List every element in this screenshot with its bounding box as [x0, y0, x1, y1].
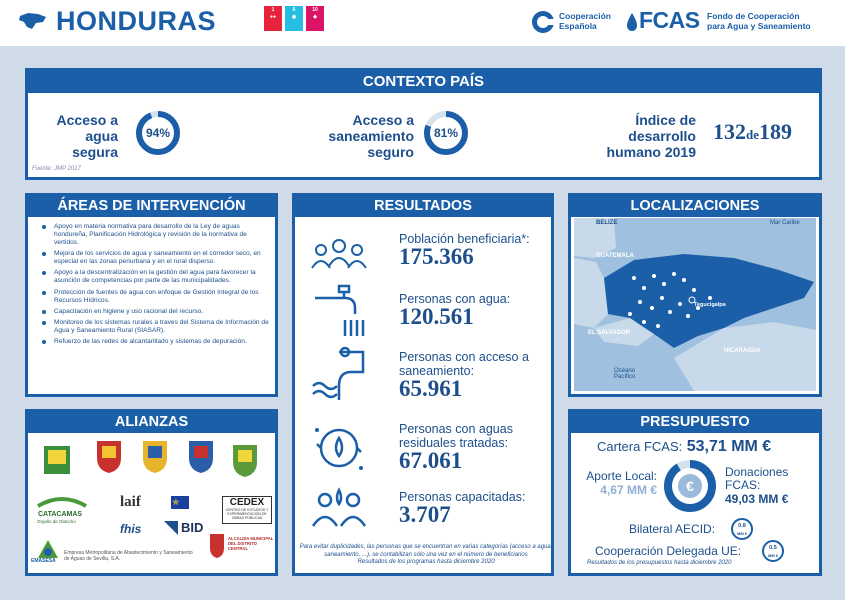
source-note: Fuente: JMP 2017	[32, 166, 81, 172]
cooperacion-espanola-logo	[531, 10, 555, 34]
saneamiento-label: Acceso a saneamiento seguro	[328, 112, 414, 160]
laif-logo: laif	[120, 494, 141, 510]
list-item: Mejora de los servicios de agua y saneamiento en el corredor seco, en especial en las zonas periurbana y en el rural disperso.	[42, 250, 270, 266]
bid-logo: BID	[181, 520, 204, 535]
saneamiento-percent: 81%	[433, 126, 459, 140]
result-label: Personas con agua:	[399, 292, 511, 306]
emasesa-description: Empresa Metropolitana de Abastecimiento y Saneamiento de Aguas de Sevilla, S.A.	[64, 550, 193, 562]
fcas-logo-word: FCAS	[639, 7, 700, 33]
resultados-title: RESULTADOS	[295, 196, 551, 217]
result-value: 175.366	[399, 244, 474, 269]
municipal-shield-logo	[140, 438, 170, 474]
country-title: HONDURAS	[56, 6, 217, 36]
localizaciones-title: LOCALIZACIONES	[571, 196, 819, 217]
cartera-row	[597, 438, 771, 456]
municipal-shield-logo	[230, 442, 260, 478]
eu-stars-icon: ✯	[172, 497, 180, 507]
honduras-location-map	[574, 218, 816, 391]
sewage-pipe-icon	[309, 346, 369, 404]
result-label: Población beneficiaria*:	[399, 232, 530, 246]
municipal-shield-logo	[94, 438, 124, 474]
aporte-value: 4,67 MM €	[600, 483, 657, 497]
result-value: 67.061	[399, 448, 463, 473]
saneamiento-percent-ring	[422, 109, 470, 157]
map-label-belize: BELIZE	[596, 220, 618, 226]
result-label: Personas capacitadas:	[399, 490, 526, 504]
idh-label: Índice de desarrollo humano 2019	[606, 112, 696, 160]
contexto-pais-panel	[25, 68, 822, 180]
budget-donut	[662, 458, 718, 514]
result-value: 120.561	[399, 304, 474, 329]
result-value: 3.707	[399, 502, 451, 527]
emasesa-logo-icon	[36, 538, 60, 560]
delegada-label: Cooperación Delegada UE:	[595, 544, 742, 558]
presupuesto-panel	[568, 409, 822, 576]
sdg-1-icon: 1 ●●	[264, 6, 282, 31]
alianzas-panel	[25, 409, 278, 576]
water-tap-icon	[309, 280, 369, 338]
bilateral-value-ring: 0.8 MM €	[731, 518, 753, 540]
list-item: Refuerzo de las redes de alcantarillado y sistemas de depuración.	[42, 338, 270, 346]
areas-intervencion-panel	[25, 193, 278, 397]
result-label: Personas con acceso a saneamiento:	[399, 350, 529, 378]
localizaciones-panel	[568, 193, 822, 397]
fcas-drop-icon	[626, 12, 638, 32]
map-label-nicaragua: NICARAGUA	[724, 348, 761, 354]
agua-percent: 94%	[145, 126, 171, 140]
list-item: Capacitación en higiene y uso racional del recurso.	[42, 308, 270, 316]
training-people-icon	[309, 486, 369, 536]
result-label: Personas con aguas residuales tratadas:	[399, 422, 513, 450]
map-label-guatemala: GUATEMALA	[596, 253, 634, 259]
resultados-panel	[292, 193, 554, 576]
cartera-value: 53,71 MM €	[686, 438, 772, 455]
fcas-description: Fondo de Cooperación para Agua y Saneamiento	[707, 11, 811, 31]
alcaldia-shield-logo	[208, 532, 226, 560]
agua-label: Acceso a agua segura	[56, 112, 118, 160]
resultados-note: Para evitar duplicidades, las personas que se encuentran en varias categorías (acceso a agua, saneamiento, ...), se contabilizan sólo una vez en el número de beneficiarios Resultados de los programas hasta diciembre 2020	[299, 544, 553, 565]
bilateral-label: Bilateral AECID:	[629, 522, 716, 536]
alianzas-title: ALIANZAS	[28, 412, 275, 433]
emasesa-name: EMASESA	[31, 558, 56, 564]
catacamas-tagline: Orgullo de Olancho	[37, 519, 76, 524]
aporte-label: Aporte Local:	[586, 469, 657, 483]
honduras-map-icon	[18, 10, 48, 32]
sdg-6-icon: 6 ◉	[285, 6, 303, 31]
contexto-title: CONTEXTO PAÍS	[28, 71, 819, 93]
result-value: 65.961	[399, 376, 463, 401]
presupuesto-title: PRESUPUESTO	[571, 412, 819, 433]
alcaldia-name: ALCALDÍA MUNICIPAL DEL DISTRITO CENTRAL	[228, 536, 274, 551]
cartera-label: Cartera FCAS:	[597, 439, 683, 454]
sdg-10-icon: 10 ◆	[306, 6, 324, 31]
euro-icon: €	[686, 478, 694, 494]
map-label-el-salvador: EL SALVADOR	[588, 330, 631, 336]
people-group-icon	[309, 232, 369, 278]
donaciones-value: 49,03 MM €	[725, 492, 789, 506]
idh-value: 132de189	[713, 119, 792, 144]
map-label-mar-caribe: Mar Caribe	[770, 220, 800, 226]
fhis-logo: fhis	[120, 522, 142, 536]
donaciones-label: Donaciones FCAS:	[725, 465, 789, 492]
catacamas-name: CATACAMAS	[38, 511, 83, 518]
list-item: Protección de fuentes de agua con enfoque de Gestión Integral de los Recursos Hídricos.	[42, 289, 270, 305]
municipal-shield-logo	[186, 438, 216, 474]
presupuesto-note: Resultados de los presupuestos hasta diciembre 2020	[587, 560, 732, 566]
cedex-logo: CEDEX CENTRO DE ESTUDIOS Y EXPERIMENTACIÓN DE OBRAS PÚBLICAS	[222, 496, 272, 524]
areas-list	[42, 223, 270, 349]
map-label-tegucigalpa: Tegucigalpa	[694, 302, 726, 308]
areas-title: ÁREAS DE INTERVENCIÓN	[28, 196, 275, 217]
list-item: Monitoreo de los sistemas rurales a traves del Sistema de Información de Agua y Saneamiento Rural (SIASAR).	[42, 319, 270, 335]
list-item: Apoyo en materia normativa para desarrollo de la Ley de aguas hondureña, Planificación Hidrológica y revisión de la normativa de vertidos.	[42, 223, 270, 247]
bid-logo-icon	[162, 519, 180, 537]
list-item: Apoyo a la descentralización en la gestión del agua para favorecer la asunción de competencias por parte de las municipalidades.	[42, 269, 270, 285]
map-label-oceano: Océano Pacífico	[614, 368, 636, 380]
agua-percent-ring	[134, 109, 182, 157]
municipalidad-logo	[42, 442, 72, 478]
page-header	[0, 0, 845, 46]
delegada-value-ring: 0.5 MM €	[762, 540, 784, 562]
cooperacion-espanola-text: Cooperación Española	[559, 11, 611, 31]
recycle-water-icon	[309, 418, 369, 474]
